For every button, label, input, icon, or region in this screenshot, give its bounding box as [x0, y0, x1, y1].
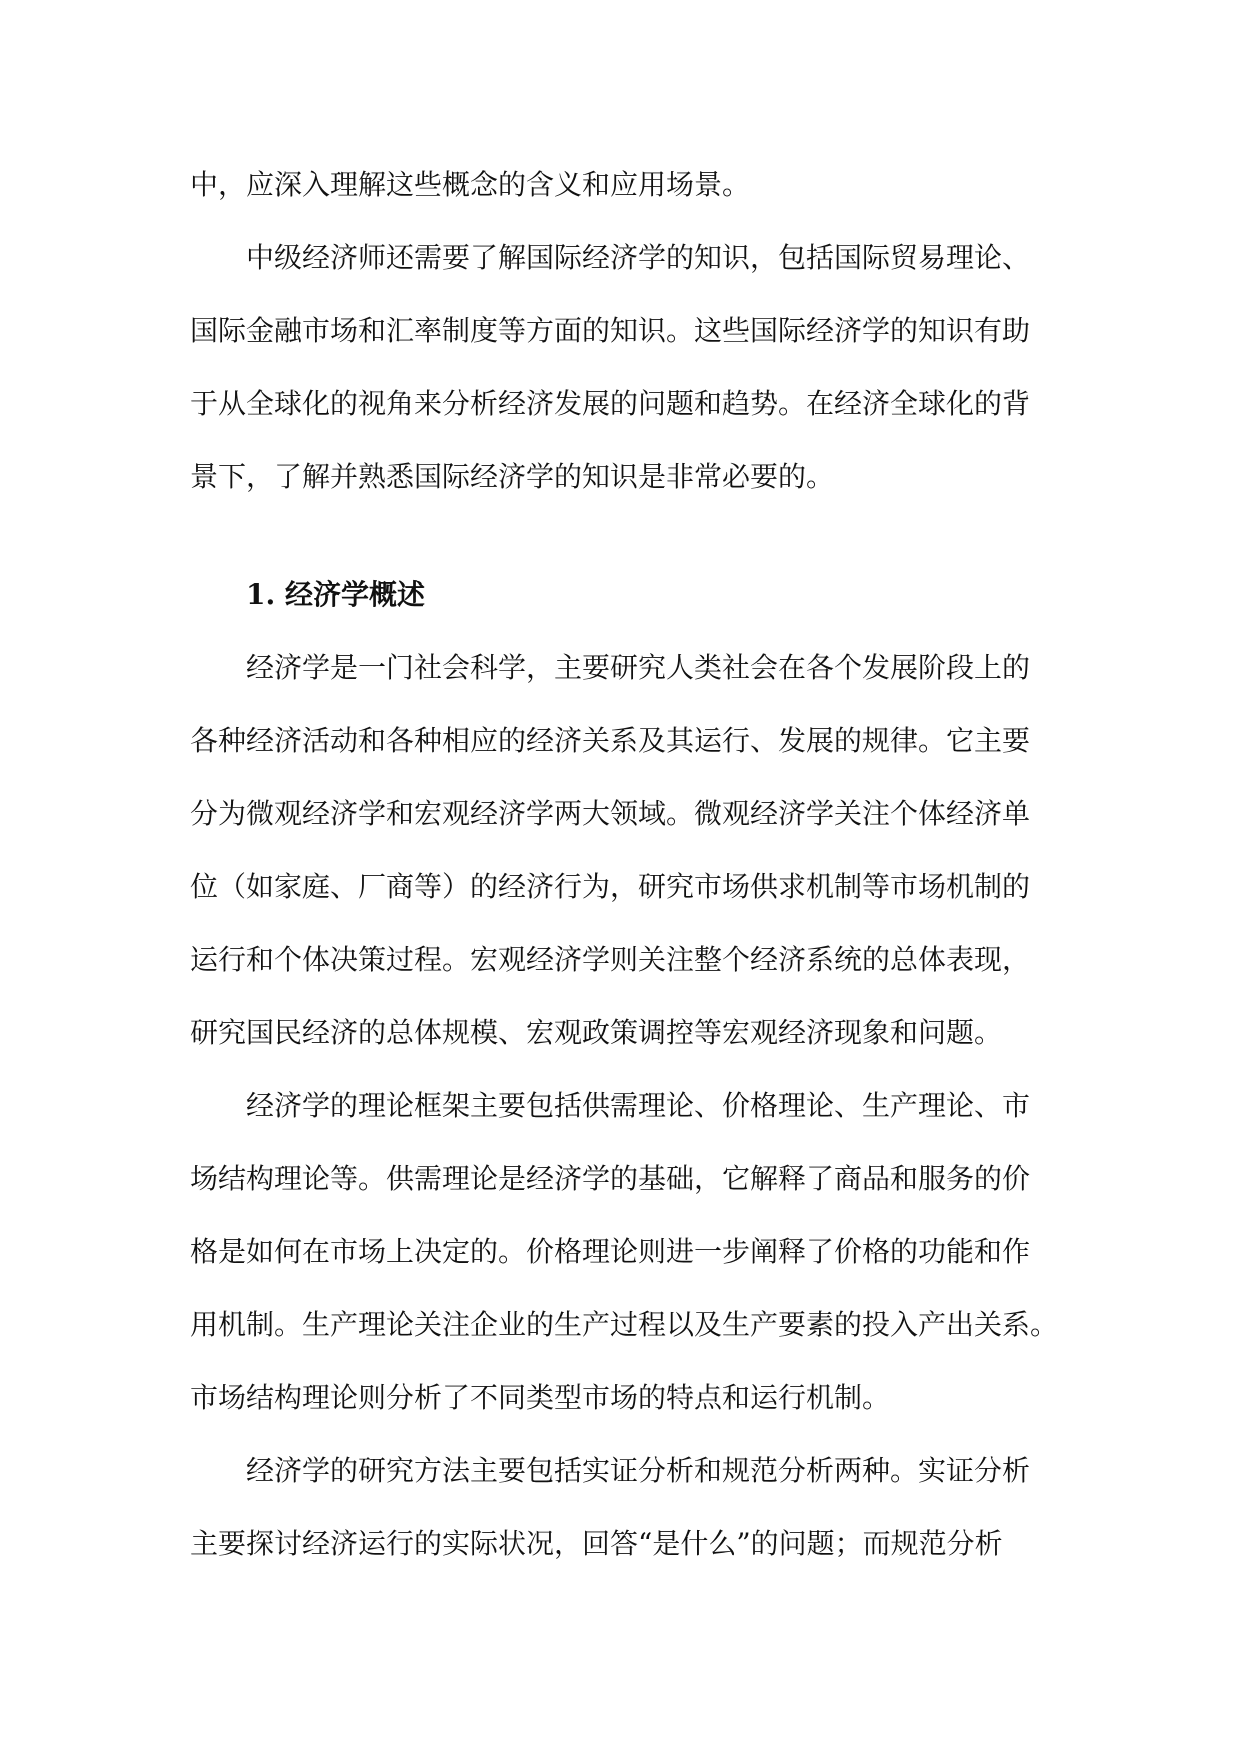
text-line: 主要探讨经济运行的实际状况，回答“是什么”的问题；而规范分析	[190, 1527, 1003, 1560]
paragraph-first-line: 经济学的研究方法主要包括实证分析和规范分析两种。实证分析	[246, 1454, 1031, 1487]
text-line: 位（如家庭、厂商等）的经济行为，研究市场供求机制等市场机制的	[190, 870, 1031, 903]
document-body	[190, 148, 1060, 1580]
section-heading: 1. 经济学概述	[246, 578, 425, 611]
text-line: 研究国民经济的总体规模、宏观政策调控等宏观经济现象和问题。	[190, 1016, 1003, 1049]
text-line: 分为微观经济学和宏观经济学两大领域。微观经济学关注个体经济单	[190, 797, 1031, 830]
text-line: 用机制。生产理论关注企业的生产过程以及生产要素的投入产出关系。	[190, 1308, 1059, 1341]
text-line: 各种经济活动和各种相应的经济关系及其运行、发展的规律。它主要	[190, 724, 1031, 757]
text-line: 运行和个体决策过程。宏观经济学则关注整个经济系统的总体表现，	[190, 943, 1031, 976]
text-line: 于从全球化的视角来分析经济发展的问题和趋势。在经济全球化的背	[190, 387, 1031, 420]
text-line: 中，应深入理解这些概念的含义和应用场景。	[190, 168, 751, 201]
paragraph-first-line: 中级经济师还需要了解国际经济学的知识，包括国际贸易理论、	[246, 241, 1031, 274]
text-line: 市场结构理论则分析了不同类型市场的特点和运行机制。	[190, 1381, 891, 1414]
text-line: 格是如何在市场上决定的。价格理论则进一步阐释了价格的功能和作	[190, 1235, 1031, 1268]
paragraph-first-line: 经济学是一门社会科学，主要研究人类社会在各个发展阶段上的	[246, 651, 1031, 684]
text-line: 国际金融市场和汇率制度等方面的知识。这些国际经济学的知识有助	[190, 314, 1031, 347]
text-line: 场结构理论等。供需理论是经济学的基础，它解释了商品和服务的价	[190, 1162, 1031, 1195]
paragraph-first-line: 经济学的理论框架主要包括供需理论、价格理论、生产理论、市	[246, 1089, 1031, 1122]
text-line: 景下，了解并熟悉国际经济学的知识是非常必要的。	[190, 460, 835, 493]
